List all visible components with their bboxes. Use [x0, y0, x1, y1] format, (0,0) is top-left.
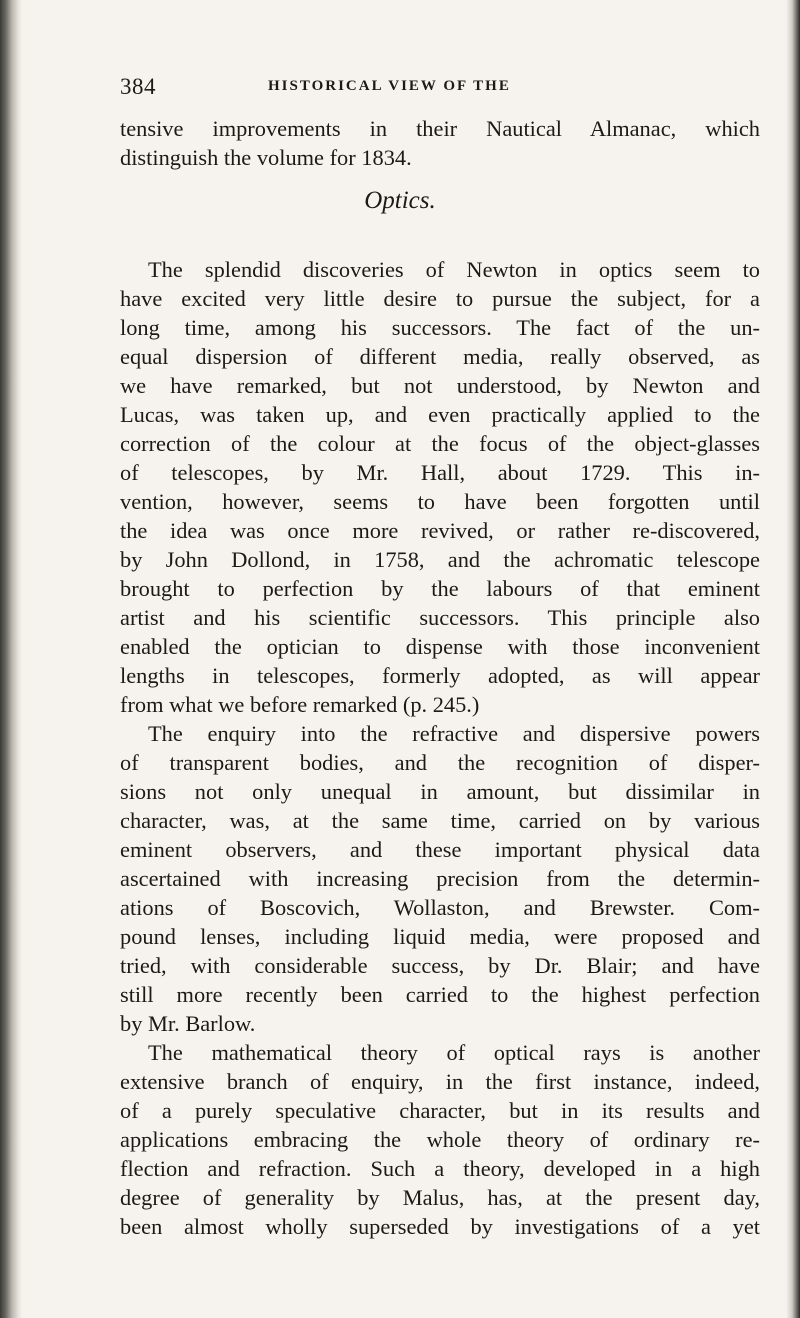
text-line: tensive improvements in their Nautical Almanac, which — [120, 116, 760, 141]
text-line: degree of generality by Malus, has, at the present day, — [120, 1185, 760, 1210]
text-line: equal dispersion of different media, really observed, as — [120, 344, 760, 369]
text-line: brought to perfection by the labours of that eminent — [120, 576, 760, 601]
text-line: enabled the optician to dispense with those inconvenient — [120, 634, 760, 659]
text-line: been almost wholly superseded by investigations of a yet — [120, 1214, 760, 1239]
text-line: the idea was once more revived, or rather re-discovered, — [120, 518, 760, 543]
text-line: sions not only unequal in amount, but dissimilar in — [120, 779, 760, 804]
text-line: extensive branch of enquiry, in the first instance, indeed, — [120, 1069, 760, 1094]
page-number: 384 — [120, 74, 156, 99]
text-line: of telescopes, by Mr. Hall, about 1729. This in- — [120, 460, 760, 485]
text-line: The mathematical theory of optical rays is another — [148, 1040, 760, 1065]
text-line: tried, with considerable success, by Dr. Blair; and have — [120, 953, 760, 978]
text-line: pound lenses, including liquid media, were proposed and — [120, 924, 760, 949]
text-line: by John Dollond, in 1758, and the achromatic telescope — [120, 547, 760, 572]
text-line: ations of Boscovich, Wollaston, and Brewster. Com- — [120, 895, 760, 920]
text-line: The enquiry into the refractive and dispersive powers — [148, 721, 760, 746]
text-line: of transparent bodies, and the recognition of disper- — [120, 750, 760, 775]
text-line: ascertained with increasing precision from the determin- — [120, 866, 760, 891]
text-line: character, was, at the same time, carried on by various — [120, 808, 760, 833]
text-line: vention, however, seems to have been forgotten until — [120, 489, 760, 514]
text-line: flection and refraction. Such a theory, developed in a high — [120, 1156, 760, 1181]
page-header — [120, 74, 760, 104]
text-line: long time, among his successors. The fact of the un- — [120, 315, 760, 340]
running-head: HISTORICAL VIEW OF THE — [268, 78, 511, 94]
text-line: have excited very little desire to pursue the subject, for a — [120, 286, 760, 311]
body-text — [120, 255, 760, 1241]
opening-paragraph — [120, 114, 760, 172]
text-line: by Mr. Barlow. — [120, 1011, 256, 1036]
text-line: Lucas, was taken up, and even practically applied to the — [120, 402, 760, 427]
text-line: of a purely speculative character, but in its results and — [120, 1098, 760, 1123]
text-line: lengths in telescopes, formerly adopted, as will appear — [120, 663, 760, 688]
text-line: we have remarked, but not understood, by Newton and — [120, 373, 760, 398]
text-line: correction of the colour at the focus of the object-glasses — [120, 431, 760, 456]
text-line: eminent observers, and these important physical data — [120, 837, 760, 862]
text-line: still more recently been carried to the highest perfection — [120, 982, 760, 1007]
text-line: applications embracing the whole theory of ordinary re- — [120, 1127, 760, 1152]
text-line: artist and his scientific successors. This principle also — [120, 605, 760, 630]
section-title: Optics. — [364, 187, 436, 214]
text-line: distinguish the volume for 1834. — [120, 145, 412, 170]
text-line: The splendid discoveries of Newton in optics seem to — [148, 257, 760, 282]
text-line: from what we before remarked (p. 245.) — [120, 692, 480, 717]
